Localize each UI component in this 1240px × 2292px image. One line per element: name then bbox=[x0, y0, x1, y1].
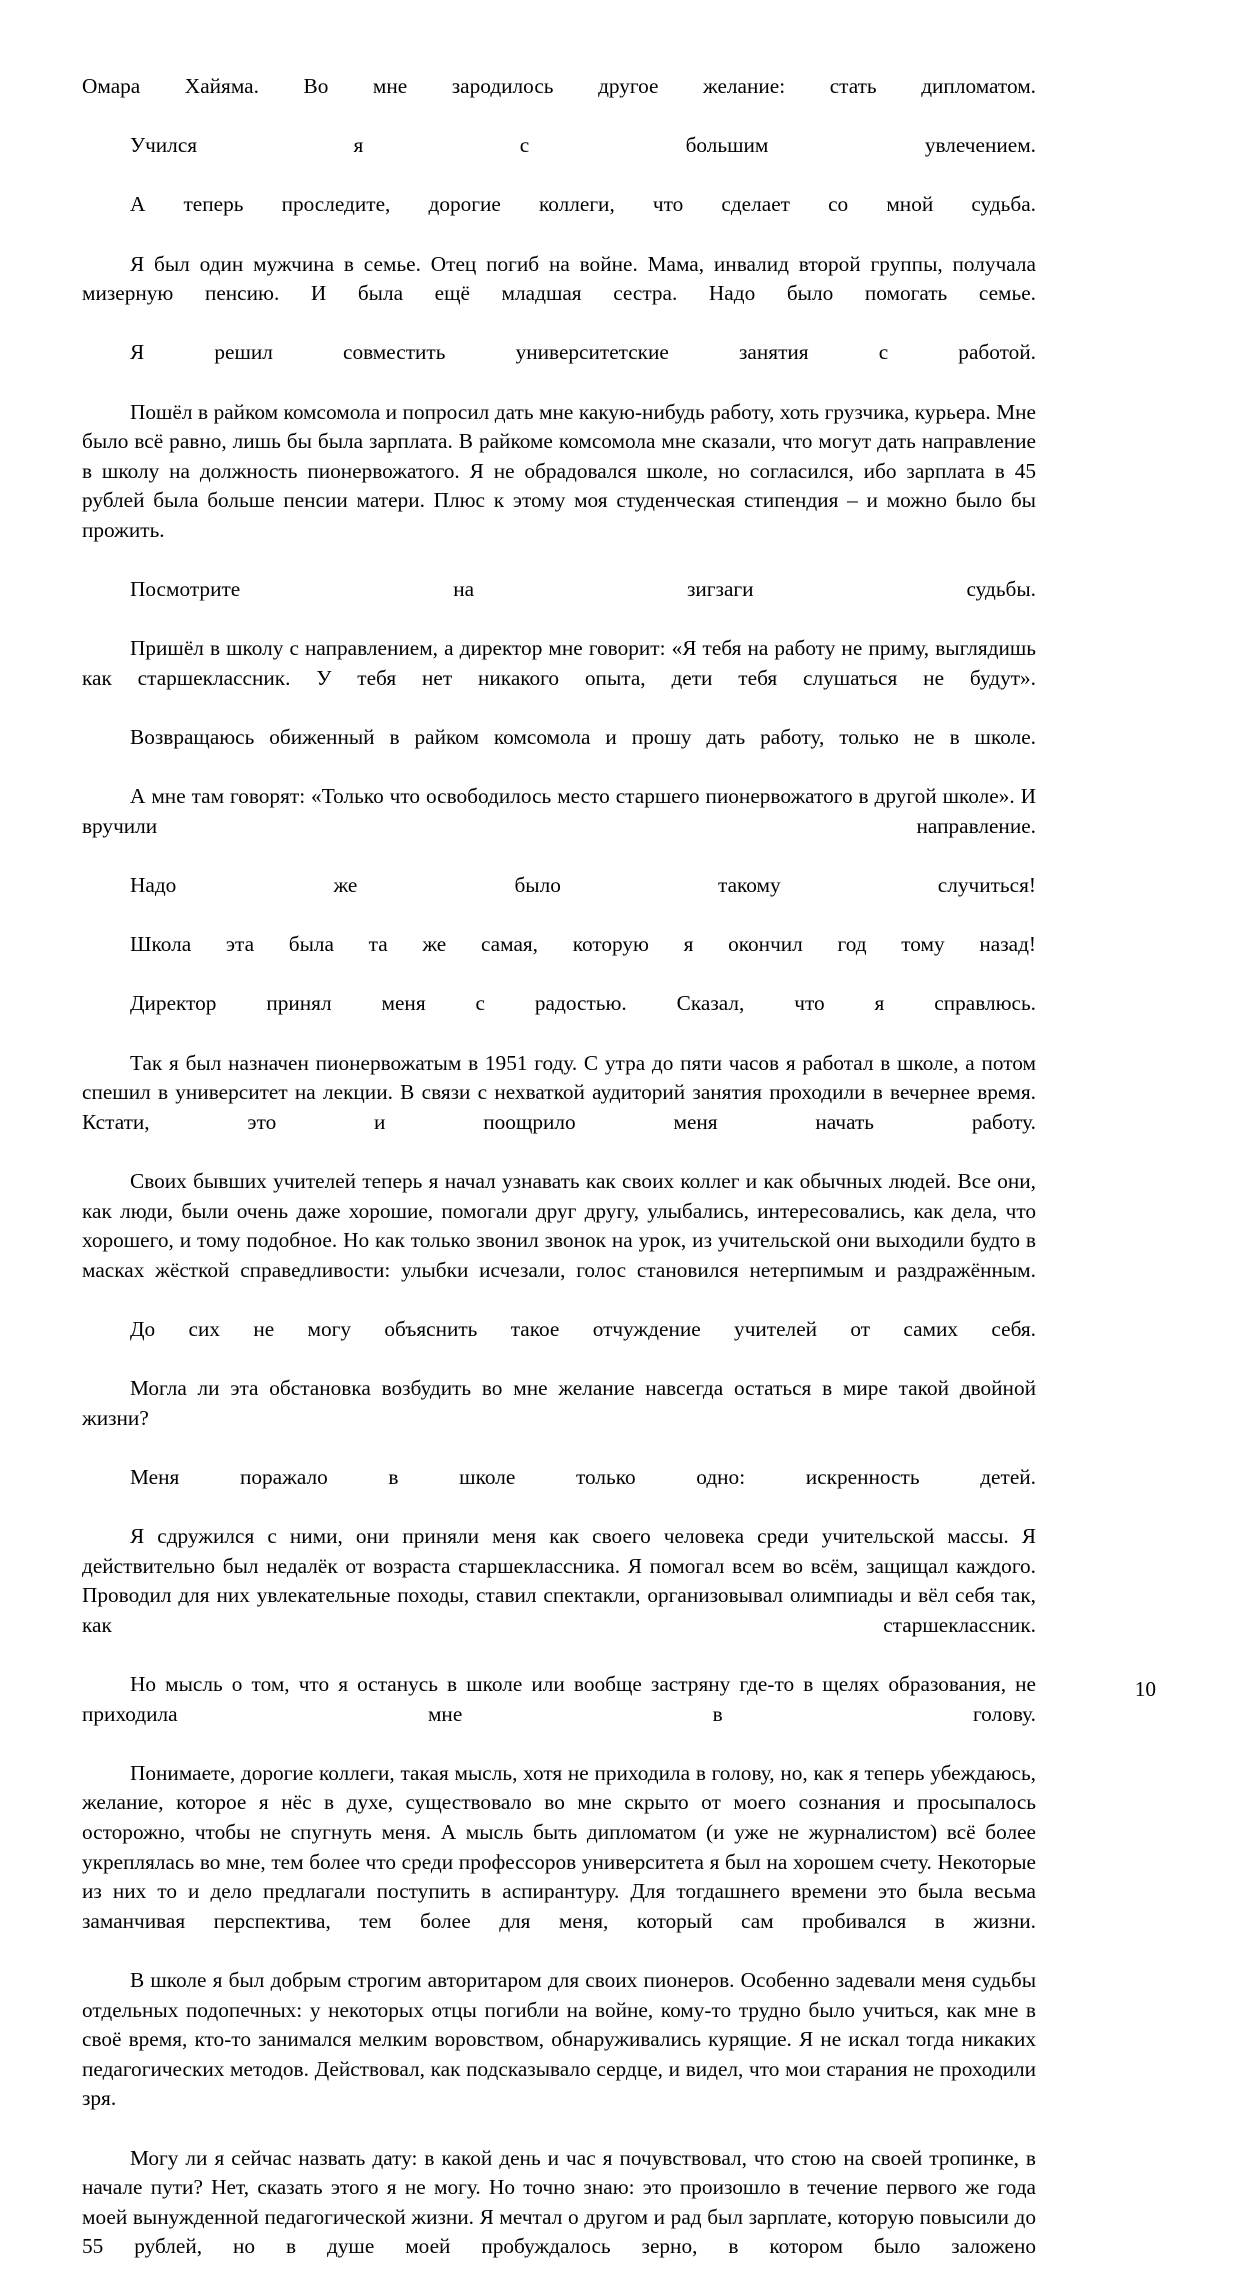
paragraph: Меня поражало в школе только одно: искренность детей. bbox=[130, 1464, 1036, 1489]
paragraph: До сих не могу объяснить такое отчуждение учителей от самих себя. bbox=[130, 1316, 1036, 1341]
page-number: 10 bbox=[1134, 1677, 1156, 1701]
paragraph: Надо же было такому случиться! bbox=[130, 873, 1036, 898]
paragraph: Своих бывших учителей теперь я начал узнавать как своих коллег и как обычных людей. Все они, как люди, были очень даже хорошие, помогали друг другу, улыбались, интересовались, как дела, что хорошего, и тому подобное. Но как только звонил звонок на урок, из учительской они выходили будто в масках жёсткой справедливости: улыбки исчезали, голос становился нетерпимым и раздражённым. bbox=[82, 1168, 1036, 1282]
paragraph: Возвращаюсь обиженный в райком комсомола и прошу дать работу, только не в школе. bbox=[130, 725, 1036, 750]
paragraph: Я решил совместить университетские занятия с работой. bbox=[130, 340, 1036, 365]
paragraph: Я сдружился с ними, они приняли меня как своего человека среди учительской массы. Я действительно был недалёк от возраста старшеклассника. Я помогал всем во всём, защищал каждого. Проводил для них увлекательные походы, ставил спектакли, организовывал олимпиады и вёл себя так, как старшеклассник. bbox=[82, 1524, 1036, 1637]
paragraph: Пошёл в райком комсомола и попросил дать мне какую-нибудь работу, хоть грузчика, курьера. Мне было всё равно, лишь бы была зарплата. В райкоме комсомола мне сказали, что могут дать направление в школу на должность пионервожатого. Я не обрадовался школе, но согласился, ибо зарплата в 45 рублей была больше пенсии матери. Плюс к этому моя студенческая стипендия – и можно было бы прожить. bbox=[82, 399, 1036, 542]
paragraph: Я был один мужчина в семье. Отец погиб на войне. Мама, инвалид второй группы, получала мизерную пенсию. И была ещё младшая сестра. Надо было помогать семье. bbox=[82, 251, 1036, 306]
paragraph: Могу ли я сейчас назвать дату: в какой день и час я почувствовал, что стою на своей тропинке, в начале пути? Нет, сказать этого я не могу. Но точно знаю: это произошло в течение первого же года моей вынужденной педагогической жизни. Я мечтал о другом и рад был зарплате, которую повысили до 55 рублей, но в душе моей пробуждалось зерно, в котором было заложено bbox=[82, 2145, 1036, 2259]
paragraph: А мне там говорят: «Только что освободилось место старшего пионервожатого в другой школе». И вручили направление. bbox=[82, 784, 1036, 838]
paragraph: В школе я был добрым строгим авторитаром для своих пионеров. Особенно задевали меня судьбы отдельных подопечных: у некоторых отцы погибли на войне, кому-то трудно было учиться, как мне в своё время, кто-то занимался мелким воровством, обнаруживались курящие. Я не искал тогда никаких педагогических методов. Действовал, как подсказывало сердце, и видел, что мои старания не проходили зря. bbox=[82, 1968, 1036, 2111]
paragraph: Так я был назначен пионервожатым в 1951 году. С утра до пяти часов я работал в школе, а потом спешил в университет на лекции. В связи с нехваткой аудиторий занятия проходили в вечернее время. Кстати, это и поощрило меня начать работу. bbox=[82, 1050, 1036, 1134]
body-text-block bbox=[82, 72, 1036, 2292]
paragraph: Пришёл в школу с направлением, а директор мне говорит: «Я тебя на работу не приму, выглядишь как старшеклассник. У тебя нет никакого опыта, дети тебя слушаться не будут». bbox=[82, 636, 1036, 690]
paragraph: Учился я с большим увлечением. bbox=[130, 133, 1036, 158]
paragraph: Посмотрите на зигзаги судьбы. bbox=[130, 577, 1036, 602]
paragraph: Понимаете, дорогие коллеги, такая мысль, хотя не приходила в голову, но, как я теперь убеждаюсь, желание, которое я нёс в духе, существовало во мне скрыто от моего сознания и просыпалось осторожно, чтобы не спугнуть меня. А мысль быть дипломатом (и уже не журналистом) всё более укреплялась во мне, тем более что среди профессоров университета я был на хорошем счету. Некоторые из них то и дело предлагали поступить в аспирантуру. Для тогдашнего времени это была весьма заманчивая перспектива, тем более для меня, который сам пробивался в жизни. bbox=[82, 1760, 1036, 1933]
paragraph: Школа эта была та же самая, которую я окончил год тому назад! bbox=[130, 932, 1036, 957]
paragraph: Омара Хайяма. Во мне зародилось другое желание: стать дипломатом. bbox=[82, 74, 1036, 98]
paragraph: Могла ли эта обстановка возбудить во мне желание навсегда остаться в мире такой двойной жизни? bbox=[82, 1376, 1036, 1430]
paragraph: Но мысль о том, что я останусь в школе или вообще застряну где-то в щелях образования, не приходила мне в голову. bbox=[82, 1672, 1036, 1726]
paragraph: А теперь проследите, дорогие коллеги, что сделает со мной судьба. bbox=[130, 192, 1036, 217]
paragraph: Директор принял меня с радостью. Сказал, что я справлюсь. bbox=[130, 991, 1036, 1016]
